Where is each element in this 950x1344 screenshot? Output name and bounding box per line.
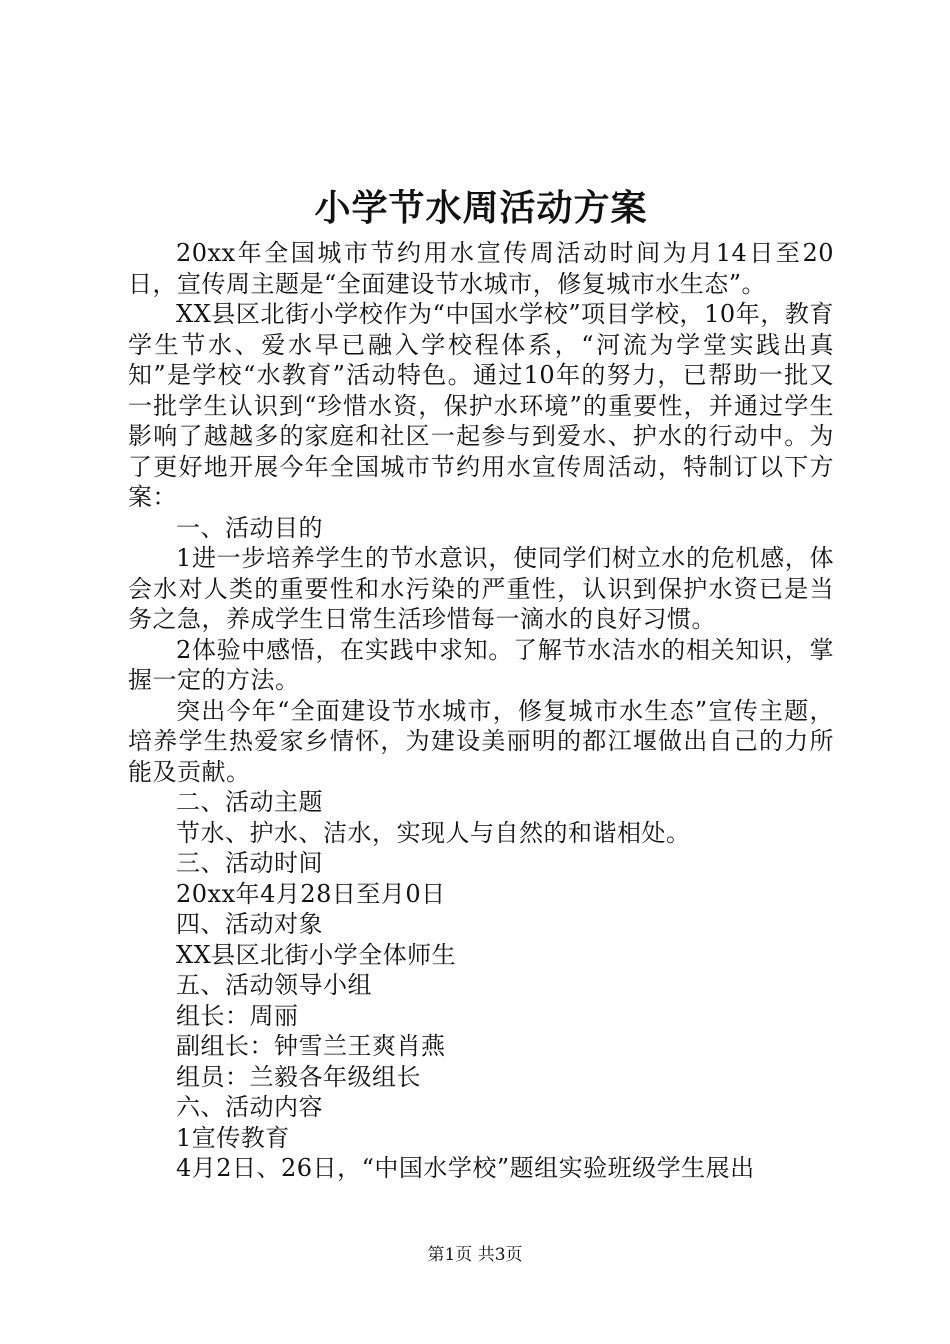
body-paragraph: 2体验中感悟，在实践中求知。了解节水洁水的相关知识，掌握一定的方法。	[128, 635, 834, 694]
section-line: 五、活动领导小组	[176, 971, 372, 999]
page-footer: 第1页 共3页	[427, 1245, 523, 1265]
document-page	[128, 180, 834, 1184]
section-line: 组长：周丽	[176, 1001, 299, 1030]
section-line: 1宣传教育	[176, 1123, 290, 1152]
section-line: XX县区北街小学全体师生	[176, 940, 457, 969]
body-paragraph: 1进一步培养学生的节水意识，使同学们树立水的危机感，体会水对人类的重要性和水污染的严重性，认识到保护水资已是当务之急，养成学生日常生活珍惜每一滴水的良好习惯。	[128, 544, 834, 633]
section-line: 三、活动时间	[176, 849, 323, 877]
body-paragraph: 20xx年全国城市节约用水宣传周活动时间为月14日至20日，宣传周主题是“全面建设节水城市，修复城市水生态”。	[128, 239, 834, 298]
body-paragraph: XX县区北街小学校作为“中国水学校”项目学校，10年，教育学生节水、爱水早已融入学校程体系，“河流为学堂实践出真知”是学校“水教育”活动特色。通过10年的努力，已帮助一批又一批学生认识到“珍惜水资，保护水环境”的重要性，并通过学生影响了越越多的家庭和社区一起参与到爱水、护水的行动中。为了更好地开展今年全国城市节约用水宣传周活动，特制订以下方案：	[128, 300, 834, 511]
section-line: 组员：兰毅各年级组长	[176, 1062, 421, 1091]
section-line: 节水、护水、洁水，实现人与自然的和谐相处。	[176, 818, 691, 847]
document-body	[128, 238, 834, 1184]
section-line: 四、活动对象	[176, 910, 323, 938]
section-line: 4月2日、26日，“中国水学校”题组实验班级学生展出	[176, 1154, 755, 1182]
section-line: 六、活动内容	[176, 1093, 323, 1121]
section-line: 一、活动目的	[176, 513, 323, 542]
section-line: 副组长：钟雪兰王爽肖燕	[176, 1032, 446, 1060]
document-title: 小学节水周活动方案	[314, 187, 648, 229]
section-line: 20xx年4月28日至月0日	[176, 879, 446, 908]
body-paragraph: 突出今年“全面建设节水城市，修复城市水生态”宣传主题，培养学生热爱家乡情怀，为建设美丽明的都江堰做出自己的力所能及贡献。	[128, 696, 834, 786]
section-line: 二、活动主题	[176, 788, 323, 816]
